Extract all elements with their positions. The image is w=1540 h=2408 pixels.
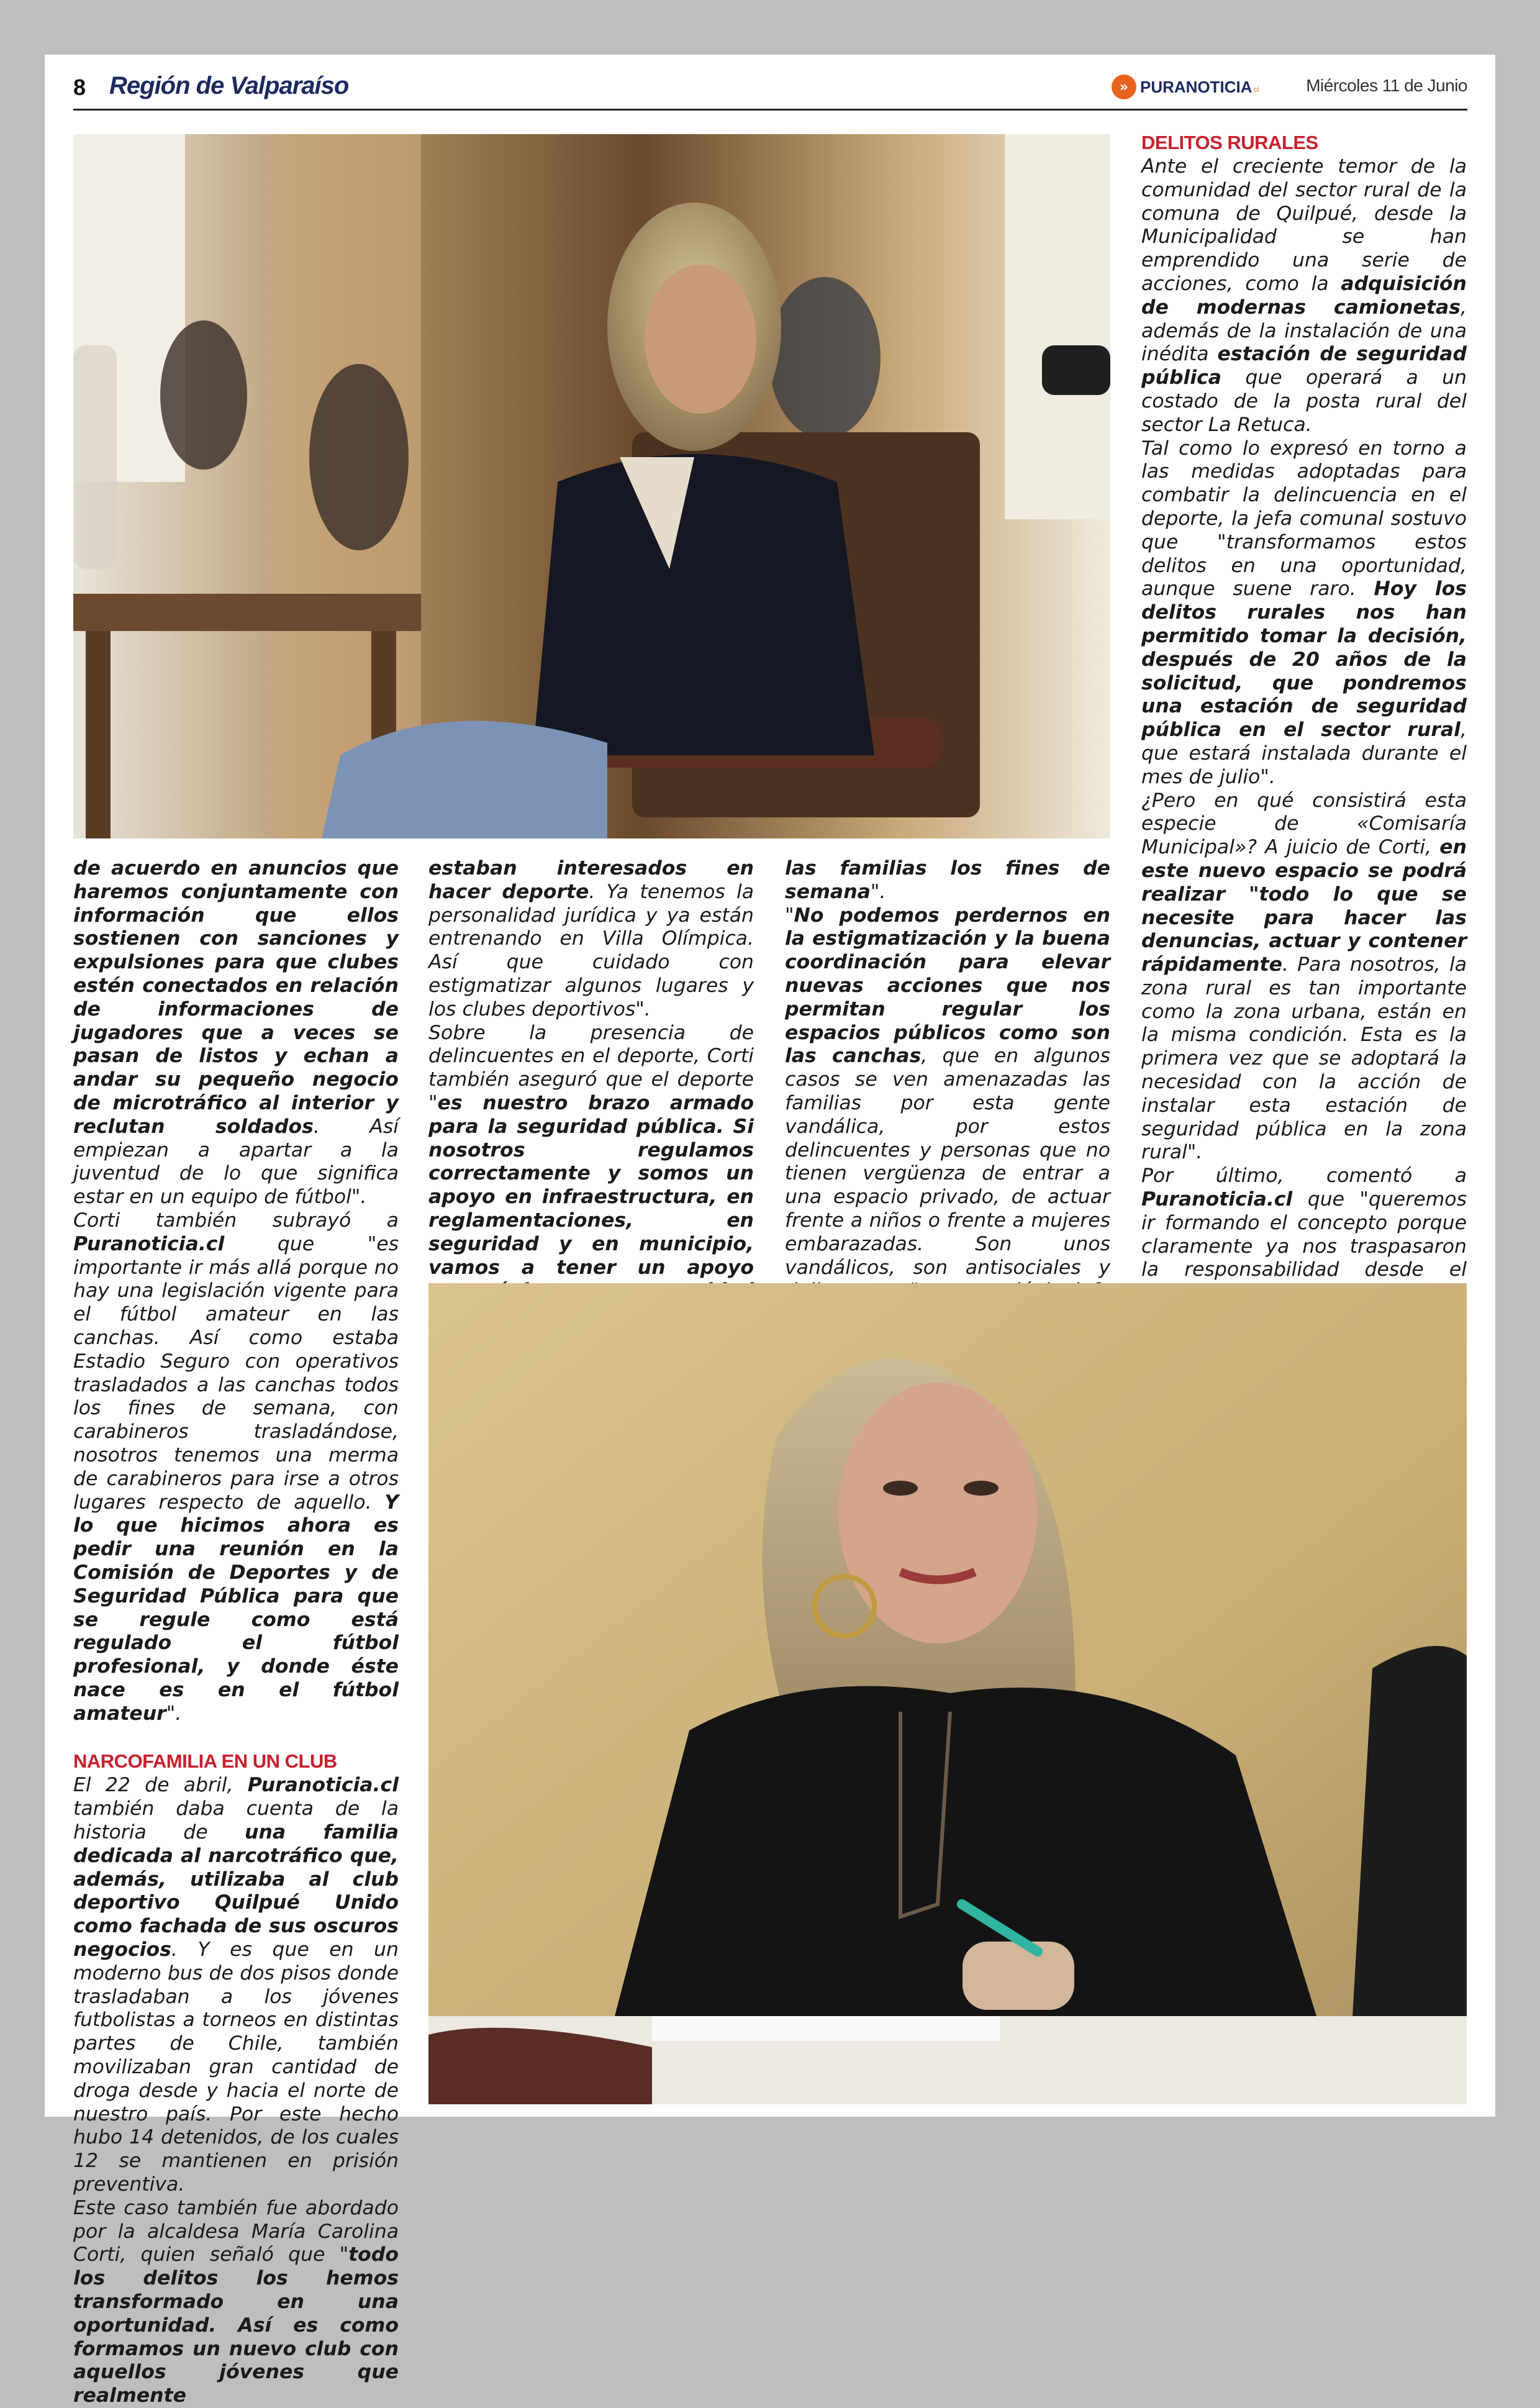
bold-text-run: Puranoticia.cl (247, 1774, 399, 1797)
text-run: , que en algunos casos se ven amenazadas las familias por esta gente vandálica, por estos delincuentes y personas que no tienen vergüenza de entrar a una espacio privado, de actuar frente a niños o frente a mujeres embarazadas. Son unos vandálicos, son antisociales y (785, 1045, 1110, 1279)
text-run: , que estará instalada durante el mes de julio". (1141, 719, 1467, 788)
text-run: Corti también subrayó a (73, 1209, 399, 1232)
col4-paragraph-1 (1141, 155, 1467, 437)
text-run: Tal como lo expresó en torno a las medidas adoptadas para combatir la delincuencia en el deporte, la jefa comunal sostuvo que "transformamos estos delitos en una oportunidad, aunque suene raro. (1141, 437, 1467, 601)
bold-text-run: en este nuevo espacio se podrá realizar "todo lo que se necesite para hacer las denuncias, actuar y contener rápidamente (1141, 836, 1467, 976)
section-title: Región de Valparaíso (109, 72, 349, 99)
photo-council-chamber (73, 134, 1110, 838)
play-arrows-icon: » (1112, 75, 1136, 99)
text-run: Sobre la presencia de delincuentes en el deporte, Corti también aseguró que el deporte " (428, 1021, 754, 1114)
article-column-3 (785, 857, 1110, 1327)
text-run: ". (870, 880, 886, 903)
text-run: . Ya tenemos la personalidad jurídica y ya están entrenando en Villa Olímpica. Así que cuidado con estigmatizar algunos lugares y los clubes deportivos". (428, 880, 754, 1020)
bold-text-run: Hoy los delitos rurales nos han permitido tomar la decisión, después de 20 años de la solicitud, que pondremos una estación de seguridad pública en el sector rural (1141, 578, 1467, 742)
bold-text-run: adquisición de modernas camionetas (1141, 272, 1467, 319)
col3-paragraph-1 (785, 857, 1110, 904)
col3-paragraph-2 (785, 904, 1110, 1327)
bold-text-run: todo los delitos los hemos transformado en una oportunidad. Así es como formamos un nuevo club con aquellos jóvenes que realmente (73, 2243, 399, 2407)
text-run: ¿Pero en qué consistirá esta especie de «Comisaría Municipal»? A juicio de Corti, (1141, 789, 1467, 859)
bold-text-run: Y lo que hicimos ahora es pedir una reunión en la Comisión de Deportes y de Seguridad Pública para que se regule como está regulado el fútbol profesional, y donde éste nace es en el fútbol amateur (73, 1491, 399, 1725)
bold-text-run: una familia dedicada al narcotráfico que, además, utilizaba al club deportivo Quilpué Unido como fachada de sus oscuros negocios (73, 1821, 399, 1961)
logo-text: PURANOTICIA (1140, 77, 1252, 96)
bold-text-run: estación de seguridad pública (1141, 343, 1467, 389)
bold-text-run: de acuerdo en anuncios que haremos conjuntamente con información que ellos sostienen con sanciones y expulsiones para que clubes estén conectados en relación de informaciones de jugadores que a veces se pasan de listos y echan a andar su pequeño negocio de microtráfico al interior y reclutan soldados (73, 857, 399, 1138)
bold-text-run: estaban interesados en hacer deporte (428, 857, 754, 903)
logo-suffix: cl (1253, 85, 1259, 94)
col1-paragraph-2 (73, 1209, 399, 1726)
text-run: , además de la instalación de una inédita (1141, 296, 1467, 366)
text-run: también daba cuenta de la historia de (73, 1797, 399, 1844)
bold-text-run: Puranoticia.cl (1141, 1188, 1293, 1211)
bold-text-run: las familias los fines de semana (785, 857, 1110, 903)
bold-text-run: es nuestro brazo armado para la seguridad pública. Si nosotros regulamos correctamente y somos un apoyo en infraestructura, en reglamentaciones, en seguridad y en municipio, vamos a tener un apoyo (428, 1091, 754, 1279)
article-column-2 (428, 857, 754, 1350)
col4-paragraph-2 (1141, 437, 1467, 789)
col1-paragraph-4 (73, 2197, 399, 2408)
text-run: Ante el creciente temor de la comunidad del sector rural de la comuna de Quilpué, desde la Municipalidad se han emprendido una serie de acciones, como la (1141, 155, 1467, 295)
article-column-1 (73, 857, 399, 2408)
puranoticia-logo (1112, 73, 1259, 101)
page-header (73, 67, 1467, 111)
col4-paragraph-3 (1141, 789, 1467, 1165)
photo-mayor-at-desk (428, 1283, 1467, 2104)
issue-date: Miércoles 11 de Junio (1306, 76, 1467, 95)
text-run: . Así empiezan a apartar a la juventud de lo que significa estar en un equipo de fútbol". (73, 1115, 399, 1209)
heading-delitos-rurales: DELITOS RURALES (1141, 132, 1318, 153)
heading-narcofamilia: NARCOFAMILIA EN UN CLUB (73, 1750, 337, 1773)
text-run: que operará a un costado de la posta rural del sector La Retuca. (1141, 366, 1467, 436)
text-run: . Y es que en un moderno bus de dos pisos donde trasladaban a los jóvenes futbolistas a torneos en distintas partes de Chile, también movilizaban gran cantidad de droga desde y hacia el norte de nuestro país. Por este hecho hubo 14 detenidos, de los cuales 12 se mantienen en prisión preventiva. (73, 1938, 399, 2196)
text-run: ". (166, 1702, 182, 1725)
text-run: que "queremos ir formando el concepto porque claramente ya nos traspasaron la responsabilidad desde el (1141, 1188, 1467, 1281)
council-chamber-image (73, 134, 1110, 838)
text-run: Este caso también fue abordado por la alcaldesa María Carolina Corti, quien señaló que " (73, 2196, 399, 2266)
text-run: . Para nosotros, la zona rural es tan importante como la zona urbana, están en la misma condición. Esta es la primera vez que se adoptará la necesidad con la acción de instalar esta estación de seguridad pública en la zona rural". (1141, 953, 1467, 1164)
text-run: El 22 de abril, (73, 1774, 248, 1797)
col2-paragraph-1 (428, 857, 754, 1022)
bold-text-run: Puranoticia.cl (73, 1232, 225, 1255)
page-number: 8 (73, 75, 86, 100)
col1-paragraph-1 (73, 857, 399, 1209)
col1-paragraph-3 (73, 1774, 399, 2196)
text-run: " (785, 904, 794, 927)
text-run: Por último, comentó a (1141, 1165, 1467, 1188)
mayor-at-desk-image (428, 1283, 1467, 2104)
bold-text-run: No podemos perdernos en la estigmatización y la buena coordinación para elevar nuevas acciones que nos permitan regular los espacios públicos como son las canchas (785, 904, 1110, 1068)
header-rule (73, 109, 1467, 111)
text-run: que "es importante ir más allá porque no hay una legislación vigente para el fútbol amateur en las canchas. Así como estaba Estadio Seguro con operativos trasladados a las canchas todos los fines de semana, con carabineros trasladándose, nosotros tenemos una merma de carabineros para irse a otros lugares respecto de aquello. (73, 1232, 399, 1514)
